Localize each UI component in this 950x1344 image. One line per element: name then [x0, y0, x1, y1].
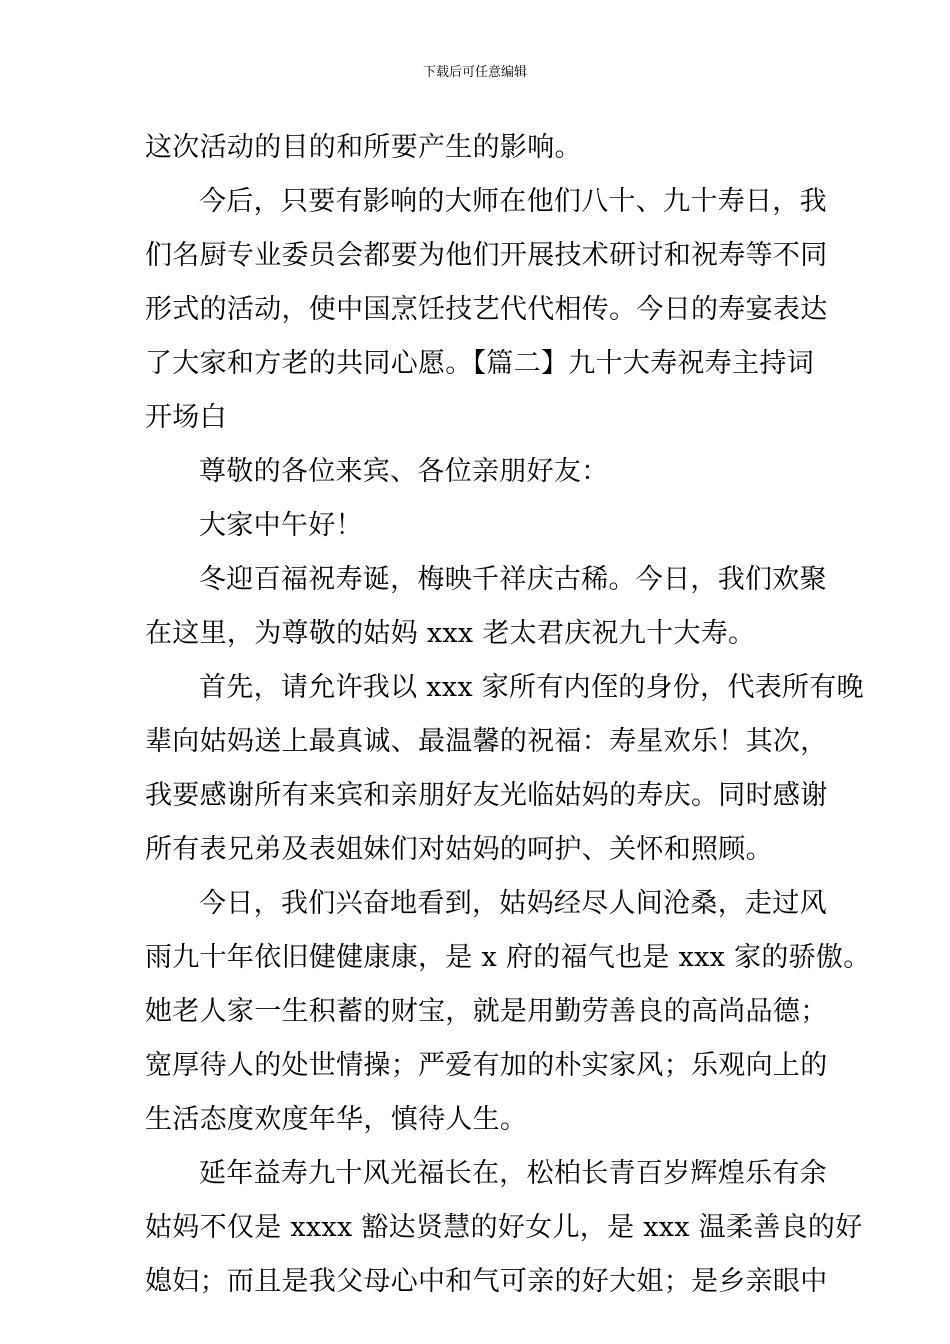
text-line: 雨九十年依旧健健康康，是 x 府的福气也是 xxx 家的骄傲。: [145, 942, 871, 973]
text-line: 开场白: [145, 402, 227, 433]
text-line: 宽厚待人的处世情操；严爱有加的朴实家风；乐观向上的: [145, 1050, 828, 1081]
text-line: 所有表兄弟及表姐妹们对姑妈的呵护、关怀和照顾。: [145, 834, 773, 865]
page-header: 下载后可任意编辑: [422, 65, 527, 80]
text-line: 形式的活动，使中国烹饪技艺代代相传。今日的寿宴表达: [145, 294, 828, 325]
text-line: 了大家和方老的共同心愿。【篇二】九十大寿祝寿主持词: [145, 348, 814, 379]
text-line: 们名厨专业委员会都要为他们开展技术研讨和祝寿等不同: [145, 240, 828, 271]
text-line: 她老人家一生积蓄的财宝，就是用勤劳善良的高尚品德；: [145, 996, 828, 1027]
text-line: 生活态度欢度年华，慎待人生。: [145, 1104, 528, 1135]
text-line: 今后，只要有影响的大师在他们八十、九十寿日，我: [199, 186, 827, 217]
text-line: 我要感谢所有来宾和亲朋好友光临姑妈的寿庆。同时感谢: [145, 780, 828, 811]
text-line: 首先，请允许我以 xxx 家所有内侄的身份，代表所有晚: [199, 672, 864, 703]
document-body: [145, 121, 871, 1309]
text-line: 辈向姑妈送上最真诚、最温馨的祝福：寿星欢乐！其次，: [145, 726, 828, 757]
text-line: 大家中午好！: [199, 510, 363, 541]
text-line: 今日，我们兴奋地看到，姑妈经尽人间沧桑，走过风: [199, 888, 827, 919]
text-line: 这次活动的目的和所要产生的影响。: [145, 132, 582, 163]
text-line: 在这里，为尊敬的姑妈 xxx 老太君庆祝九十大寿。: [145, 618, 756, 649]
text-line: 冬迎百福祝寿诞，梅映千祥庆古稀。今日，我们欢聚: [199, 564, 827, 595]
text-line: 媳妇；而且是我父母心中和气可亲的好大姐；是乡亲眼中: [145, 1266, 828, 1297]
text-line: 姑妈不仅是 xxxx 豁达贤慧的好女儿，是 xxx 温柔善良的好: [145, 1212, 863, 1243]
text-line: 尊敬的各位来宾、各位亲朋好友：: [199, 456, 609, 487]
text-line: 延年益寿九十风光福长在，松柏长青百岁辉煌乐有余: [199, 1158, 827, 1189]
